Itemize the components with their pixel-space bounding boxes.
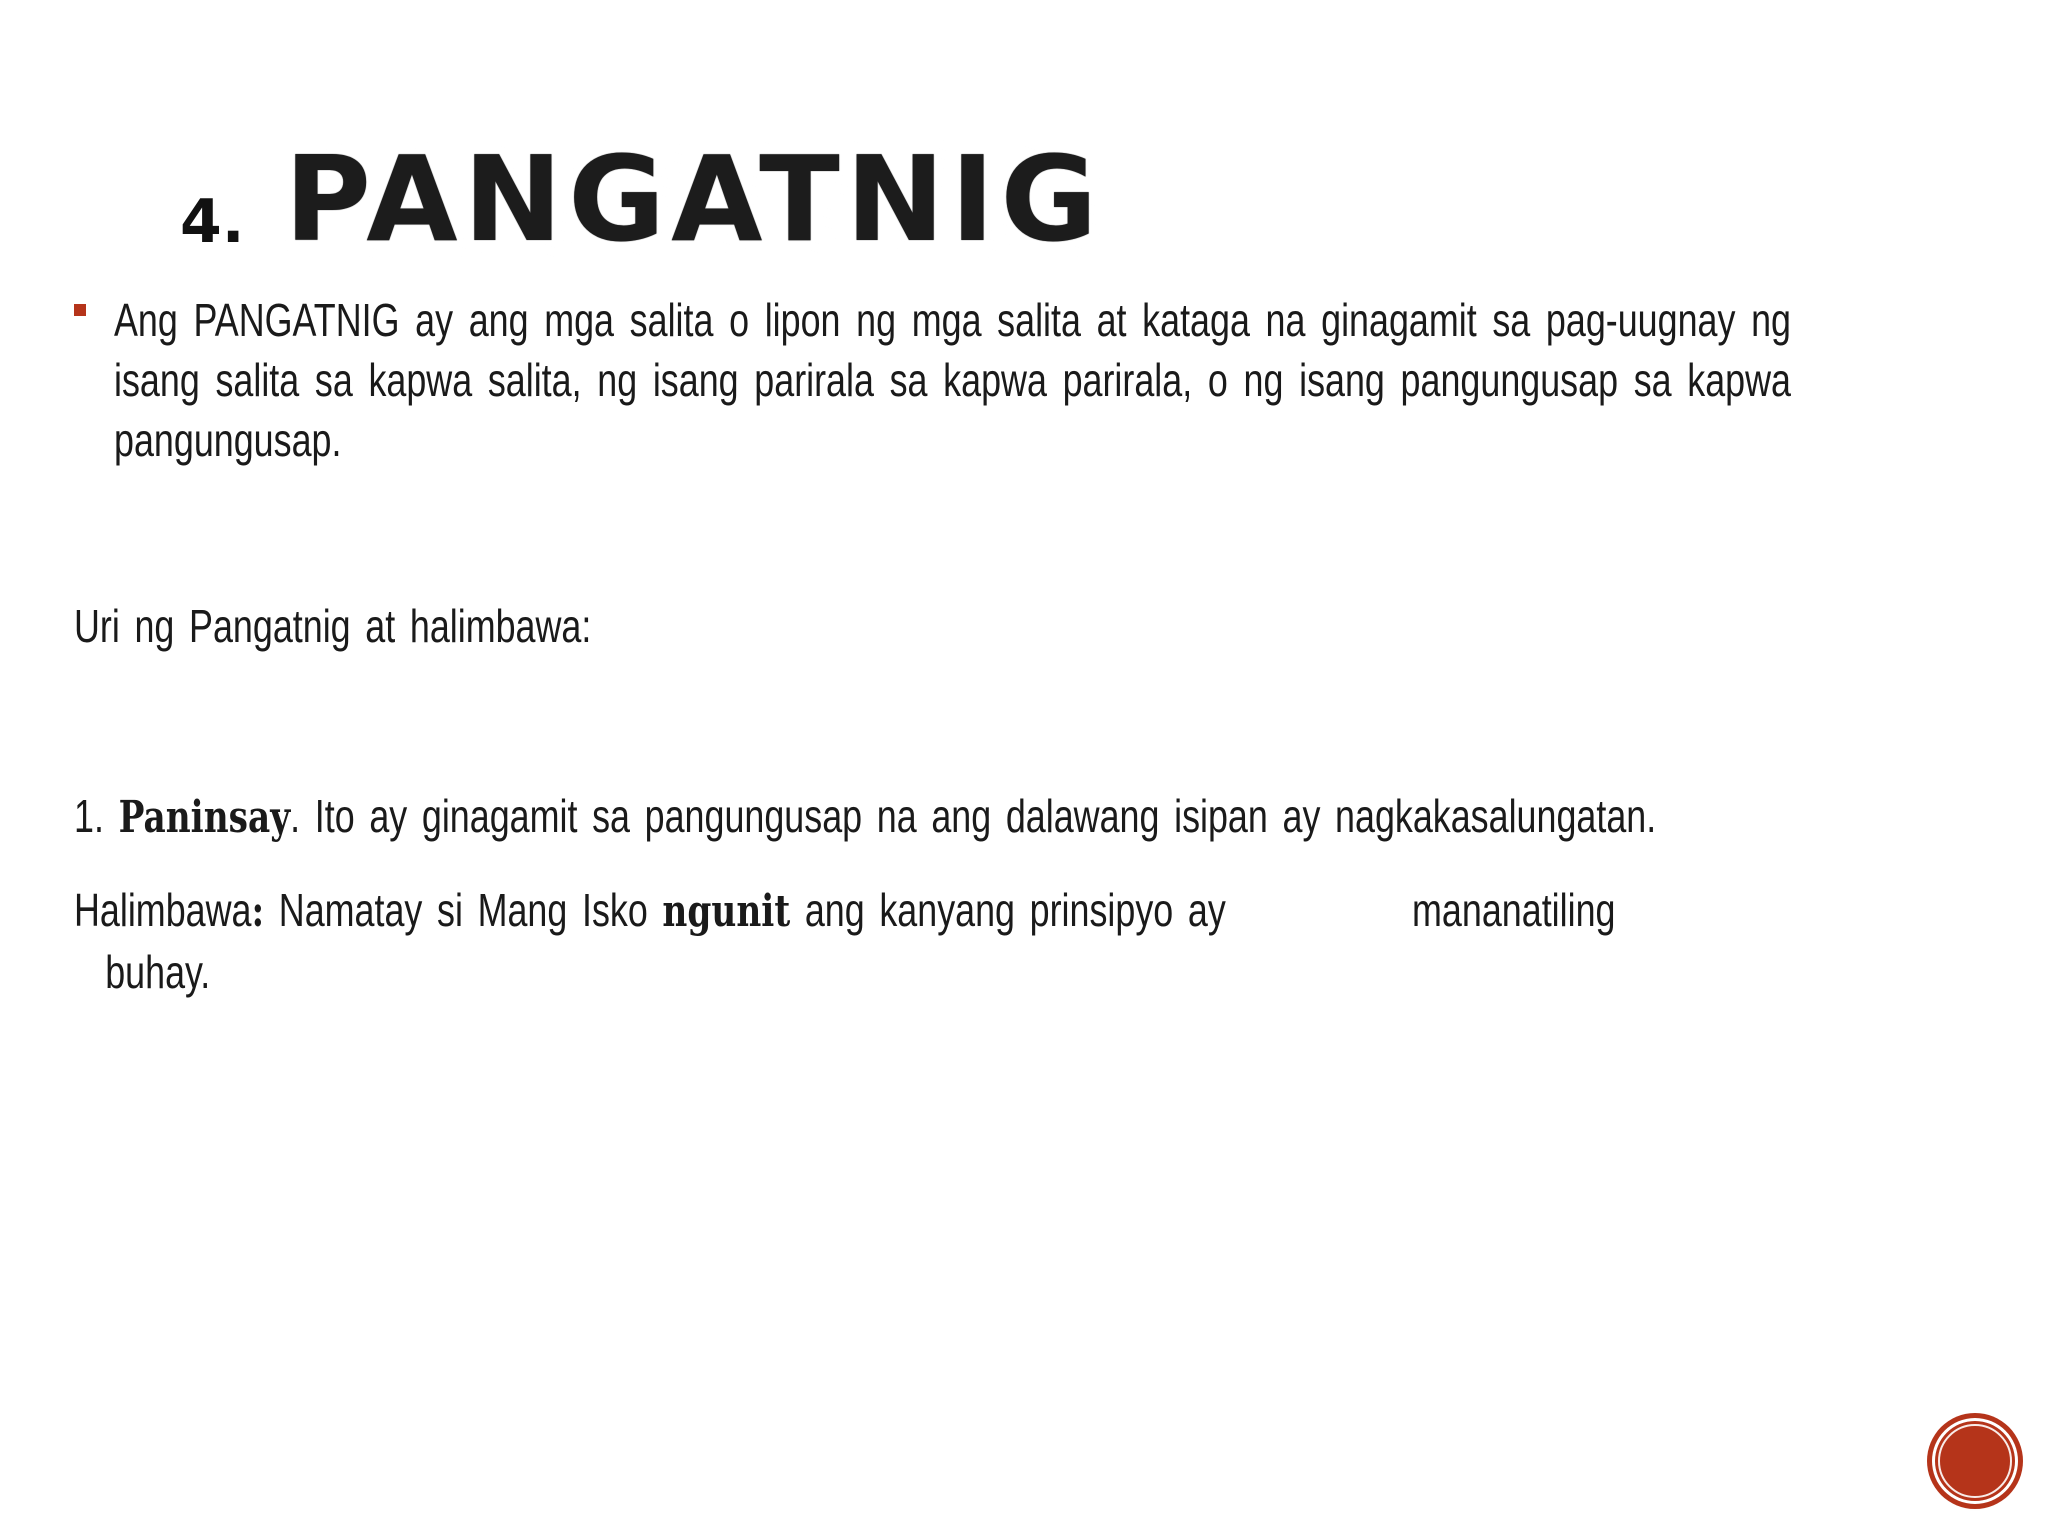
circle-ring — [1938, 1424, 2012, 1498]
example-label: Halimbawa — [74, 884, 252, 936]
example-line-1 — [74, 880, 1852, 942]
definition-text: Ang PANGATNIG ay ang mga salita o lipon ng mga salita at kataga na ginagamit sa pag-uugnay ng isang salita sa kapwa salita, ng isang parirala sa kapwa parirala, o ng isang pangungusap sa kapwa pangungusap. — [114, 294, 1791, 466]
example-line-2: buhay. — [105, 946, 211, 998]
circle-button-icon[interactable] — [1932, 1418, 2018, 1504]
example-keyword: ngunit — [662, 886, 791, 937]
example-after: ang kanyang prinsipyo ay — [804, 884, 1226, 936]
slide-title — [180, 128, 1104, 268]
item-term-period: . — [290, 790, 301, 842]
example-end: mananatiling — [1412, 884, 1616, 936]
item-description: Ito ay ginagamit sa pangungusap na ang dalawang isipan ay nagkakasalungatan. — [314, 790, 1657, 842]
title-number: 4. — [180, 187, 245, 257]
item-paninsay — [74, 786, 1656, 848]
square-bullet-icon — [74, 304, 86, 316]
example-block — [74, 880, 1852, 1002]
title-text: PANGATNIG — [284, 130, 1104, 268]
item-number: 1. — [74, 790, 104, 842]
example-before: Namatay si Mang Isko — [278, 884, 648, 936]
example-colon: : — [251, 886, 265, 937]
subheading: Uri ng Pangatnig at halimbawa: — [74, 600, 592, 652]
item-term: Paninsay — [118, 792, 291, 843]
